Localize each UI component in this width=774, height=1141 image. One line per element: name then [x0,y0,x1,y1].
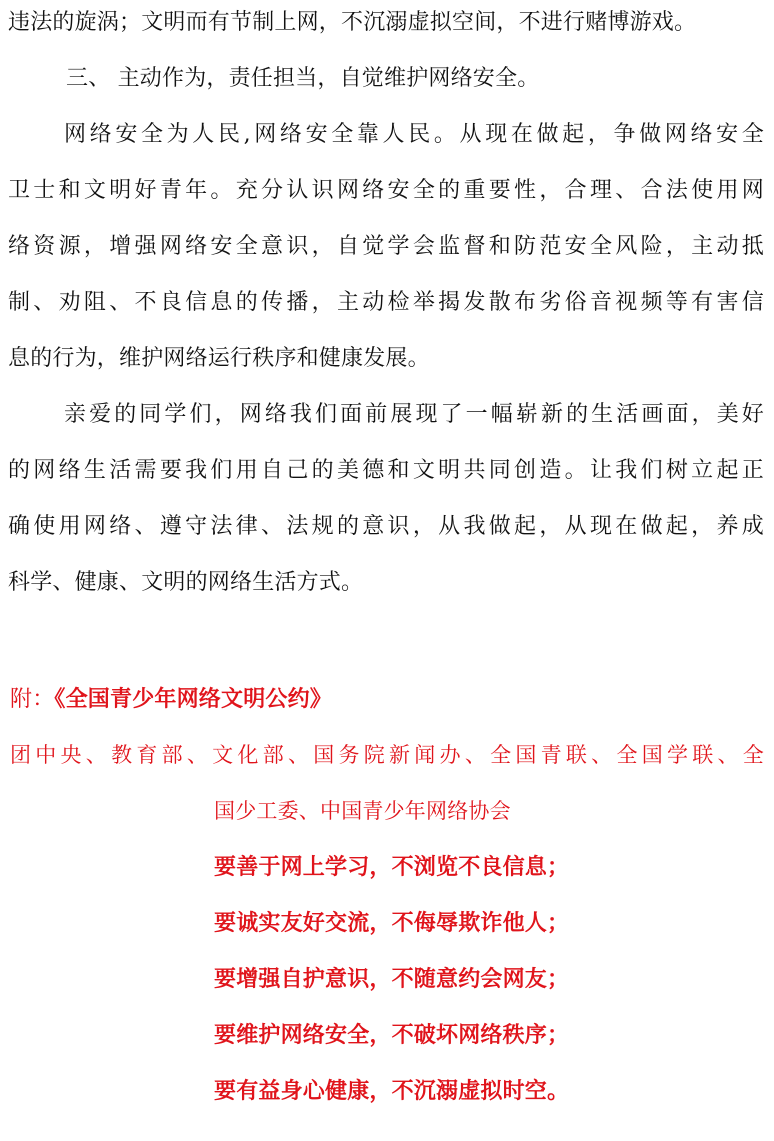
appendix-heading [10,684,332,715]
appendix-title: 《全国青少年网络文明公约》 [54,686,333,712]
issuers-line-2: 国少工委、中国青少年网络协会 [214,799,511,823]
issuers-line-1: 团中央、教育部、文化部、国务院新闻办、全国青联、全国学联、全 [10,743,764,767]
body-line-9: 的网络生活需要我们用自己的美德和文明共同创造。让我们树立起正 [8,458,764,483]
pledge-item: 要有益身心健康，不沉溺虚拟时空。 [214,1078,570,1104]
body-line-1: 违法的旋涡；文明而有节制上网，不沉溺虚拟空间，不进行赌博游戏。 [8,10,697,35]
pledge-item: 要诚实友好交流，不侮辱欺诈他人； [214,910,570,936]
body-line-5: 络资源，增强网络安全意识，自觉学会监督和防范安全风险，主动抵 [8,234,764,259]
body-line-6: 制、劝阻、不良信息的传播，主动检举揭发散布劣俗音视频等有害信 [8,290,764,315]
section-heading-3: 三、 主动作为，责任担当，自觉维护网络安全。 [66,66,540,91]
body-line-7: 息的行为，维护网络运行秩序和健康发展。 [8,346,430,371]
pledge-item: 要善于网上学习，不浏览不良信息； [214,854,570,880]
appendix-prefix: 附： [10,687,55,712]
pledge-item: 要增强自护意识，不随意约会网友； [214,966,570,992]
body-line-8: 亲爱的同学们，网络我们面前展现了一幅崭新的生活画面，美好 [64,402,764,427]
pledge-item: 要维护网络安全，不破坏网络秩序； [214,1022,570,1048]
body-line-4: 卫士和文明好青年。充分认识网络安全的重要性，合理、合法使用网 [8,178,764,203]
body-line-3: 网络安全为人民,网络安全靠人民。从现在做起，争做网络安全 [64,122,764,147]
body-line-11: 科学、健康、文明的网络生活方式。 [8,570,364,595]
body-line-10: 确使用网络、遵守法律、法规的意识，从我做起，从现在做起，养成 [8,514,764,539]
